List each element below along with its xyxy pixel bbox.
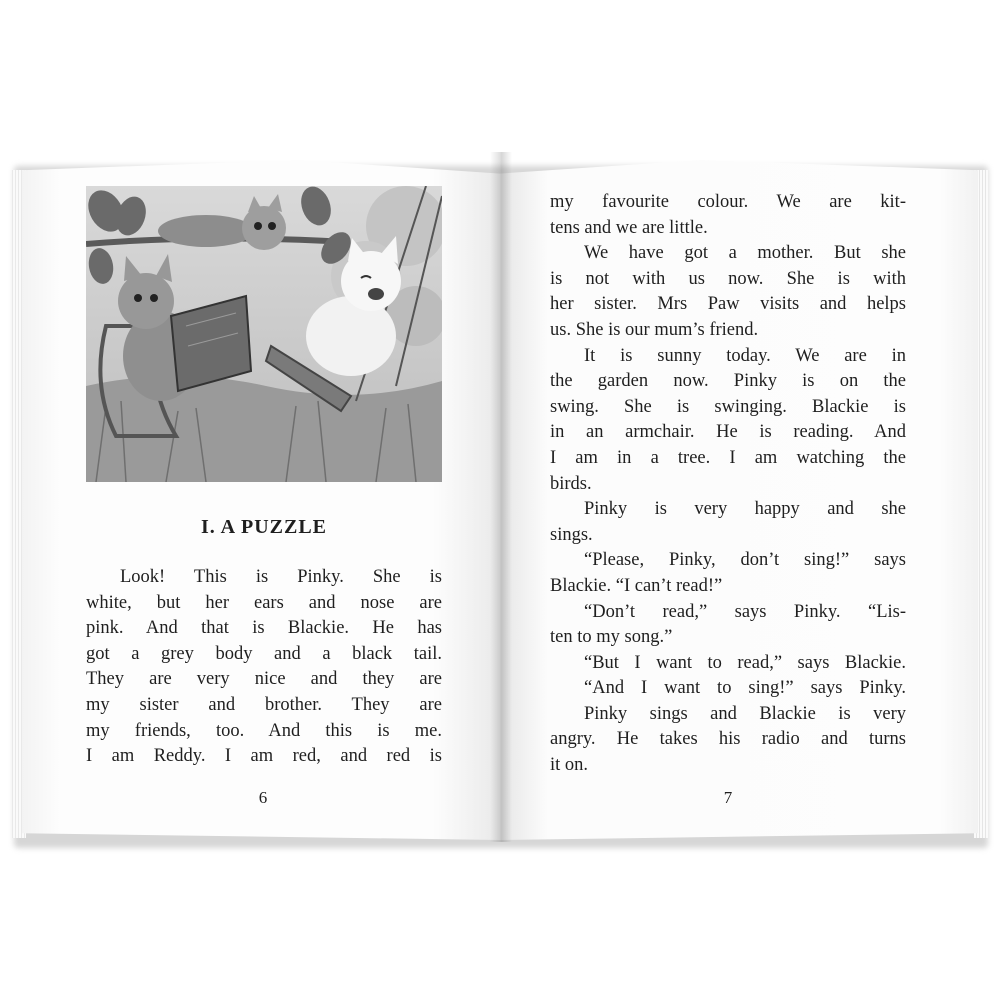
kittens-illustration-icon [86,186,442,482]
text-line: ten to my song.” [550,627,673,648]
text-line: us. She is our mum’s friend. [550,319,759,340]
text-line: pink. And that is Blackie. He has [86,618,442,639]
text-line: We have got a mother. But she [584,243,906,264]
text-line: Pinky sings and Blackie is very [584,703,906,724]
text-line: Blackie. “I can’t read!” [550,575,723,596]
book-gutter [490,152,512,842]
chapter-title: I. A PUZZLE [200,516,328,538]
page-number-left: 6 [258,788,268,807]
text-line: her sister. Mrs Paw visits and helps [550,294,906,315]
text-line: my sister and brother. They are [86,694,442,715]
text-line: it on. [550,755,589,776]
text-line: sings. [550,524,593,545]
text-line: white, but her ears and nose are [86,592,442,613]
text-line: I am in a tree. I am watching the [550,447,906,468]
page-number-right: 7 [723,788,733,807]
text-line: birds. [550,473,592,494]
text-line: in an armchair. He is reading. And [550,422,906,443]
text-line: I am Reddy. I am red, and red is [86,746,442,767]
text-line: angry. He takes his radio and turns [550,729,906,750]
text-line: the garden now. Pinky is on the [550,371,906,392]
text-line: “Please, Pinky, don’t sing!” says [584,550,906,571]
right-page-text [550,190,906,779]
text-line: is not with us now. She is with [550,268,906,289]
text-line: tens and we are little. [550,217,708,238]
text-line: Look! This is Pinky. She is [120,567,442,587]
text-line: Pinky is very happy and she [584,499,906,520]
text-line: “And I want to sing!” says Pinky. [584,678,906,699]
text-line: my favourite colour. We are kit- [550,192,906,212]
text-line: “But I want to read,” says Blackie. [584,652,906,673]
text-line: swing. She is swinging. Blackie is [550,396,906,417]
left-page-text [86,565,442,770]
text-line: They are very nice and they are [86,669,442,690]
text-line: got a grey body and a black tail. [86,643,442,664]
text-line: “Don’t read,” says Pinky. “Lis- [584,601,906,622]
text-line: my friends, too. And this is me. [86,720,442,741]
text-line: It is sunny today. We are in [584,345,906,366]
